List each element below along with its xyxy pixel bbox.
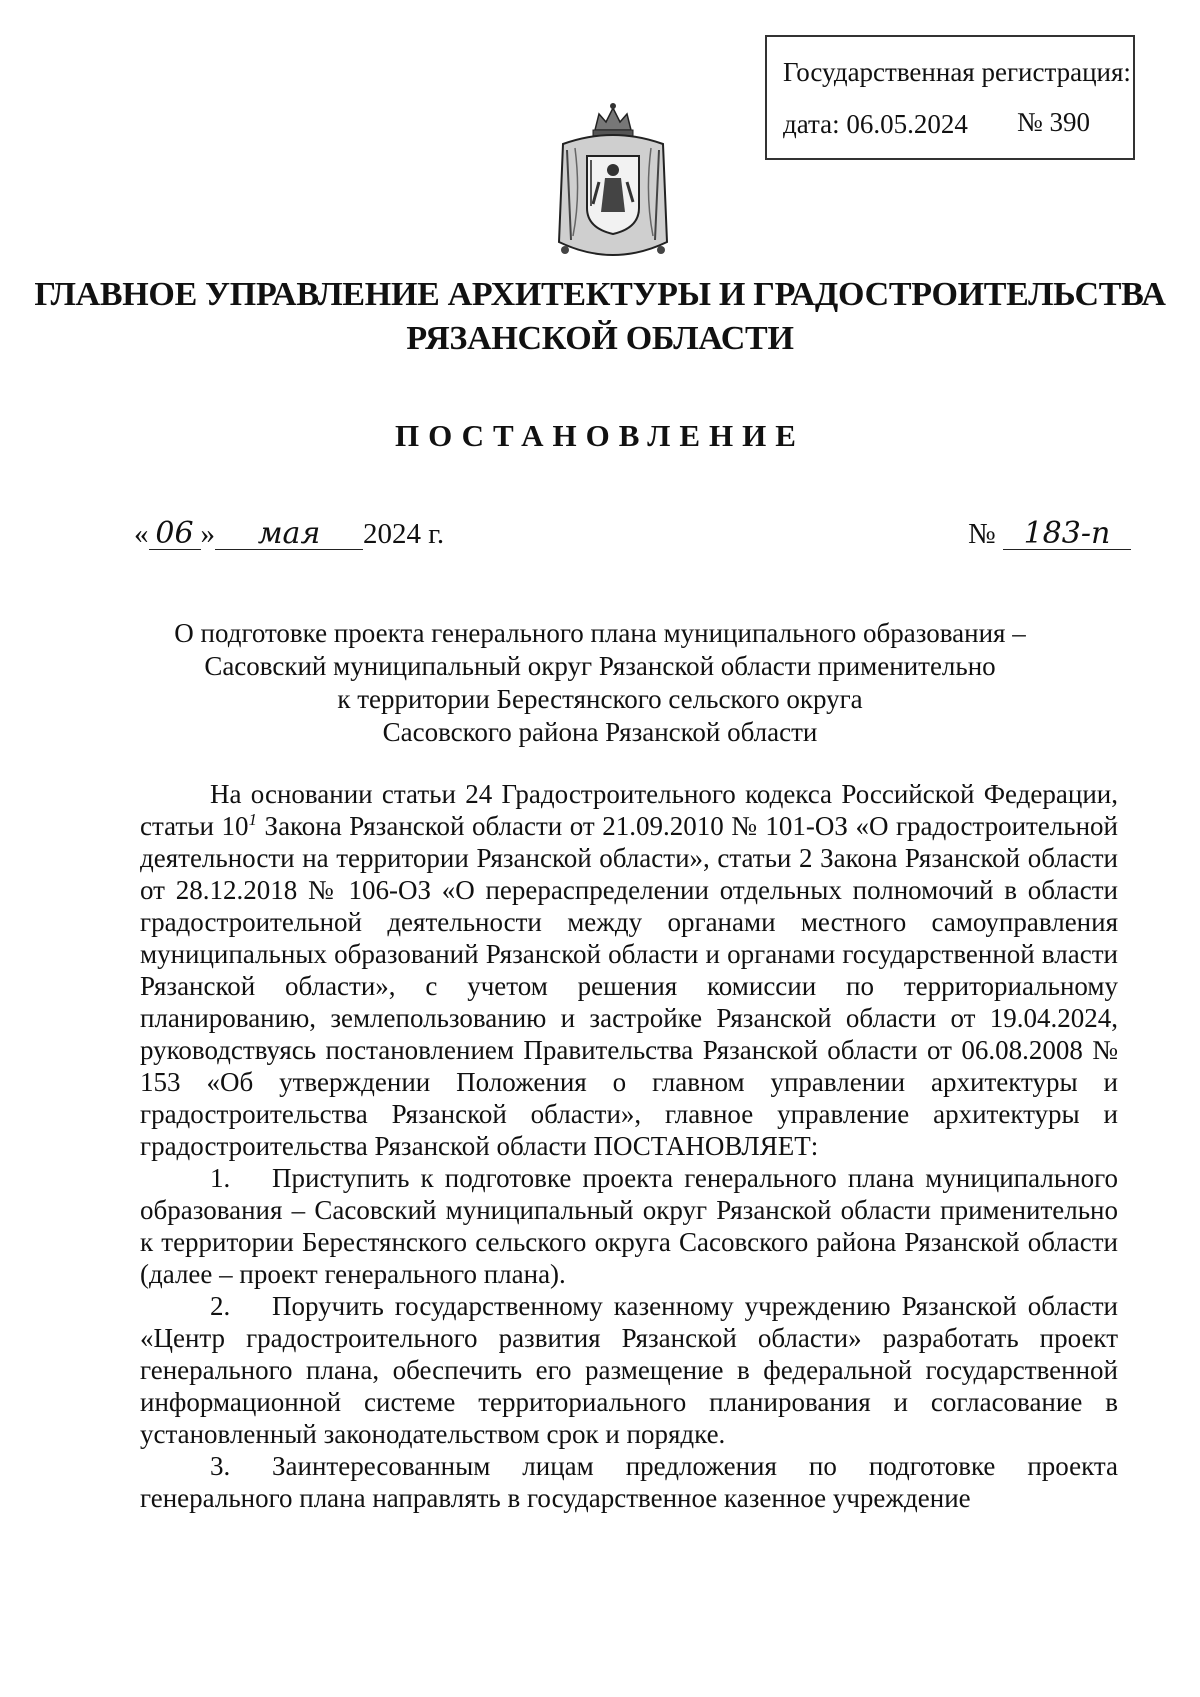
item-text: Приступить к подготовке проекта генерального плана муниципального образования – Сасовский муниципальный округ Рязанской области применительно к территории Берестянского сельского округа Сасовского района Рязанской области (далее – проект генерального плана).	[140, 1163, 1118, 1289]
registration-number: № 390	[1017, 107, 1091, 137]
preamble-superscript: 1	[248, 810, 257, 829]
subject-line4: Сасовского района Рязанской области	[382, 717, 818, 747]
preamble-part1: На основании статьи 24 Градостроительного кодекса Российской Федерации, статьи 10	[140, 779, 1118, 841]
preamble-part2: Закона Рязанской области от 21.09.2010 № 101-ОЗ «О градостроительной деятельности на территории Рязанской области», статьи 2 Закона Рязанской области от 28.12.2018 № 106-ОЗ «О перераспределении отдельных полномочий в области градостроительной деятельности между органами местного самоуправления муниципальных образований Рязанской области и органами государственной власти Рязанской области», с учетом решения комиссии по территориальному планированию, землепользованию и застройке Рязанской области от 19.04.2024, руководствуясь постановлением Правительства Рязанской области от 06.08.2008 № 153 «Об утверждении Положения о главном управлении архитектуры и градостроительства Рязанской области», главное управление архитектуры и градостроительства Рязанской области ПОСТАНОВЛЯЕТ:	[140, 811, 1118, 1161]
date-year: 2024 г.	[363, 518, 445, 550]
list-item	[140, 1162, 1118, 1290]
item-number: 1.	[210, 1163, 231, 1193]
document-number	[968, 518, 1131, 551]
document-type: ПОСТАНОВЛЕНИЕ	[395, 418, 805, 453]
organization-title-line2: РЯЗАНСКОЙ ОБЛАСТИ	[406, 320, 794, 357]
date-day: 06	[149, 519, 201, 550]
document-body	[140, 778, 1118, 1514]
organization-title-line1: ГЛАВНОЕ УПРАВЛЕНИЕ АРХИТЕКТУРЫ И ГРАДОСТРОИТЕЛЬСТВА	[34, 276, 1166, 313]
registration-date: дата: 06.05.2024	[783, 109, 968, 139]
ryazan-coat-of-arms-icon	[553, 100, 673, 270]
subject-line3: к территории Берестянского сельского округа	[337, 684, 863, 714]
item-number: 2.	[210, 1291, 231, 1321]
date-open-quote: «	[134, 518, 149, 550]
subject-line2: Сасовский муниципальный округ Рязанской области применительно	[204, 651, 996, 681]
number-prefix: №	[968, 518, 996, 550]
preamble-paragraph	[140, 778, 1118, 1162]
document-subject	[120, 617, 1080, 749]
item-text: Заинтересованным лицам предложения по подготовке проекта генерального плана направлять в государственное казенное учреждение	[140, 1451, 1118, 1513]
list-item	[140, 1450, 1118, 1514]
registration-stamp	[765, 35, 1135, 160]
document-date	[134, 518, 444, 551]
date-close-quote: »	[200, 518, 215, 550]
list-item	[140, 1290, 1118, 1450]
date-month: мая	[215, 519, 363, 550]
number-value: 183-п	[1003, 519, 1131, 550]
subject-line1: О подготовке проекта генерального плана муниципального образования –	[174, 618, 1026, 648]
registration-title: Государственная регистрация:	[783, 57, 1131, 87]
organization-title	[0, 273, 1200, 361]
item-text: Поручить государственному казенному учреждению Рязанской области «Центр градостроительного развития Рязанской области» разработать проект генерального плана, обеспечить его размещение в федеральной государственной информационной системе территориального планирования и согласование в установленный законодательством срок и порядке.	[140, 1291, 1118, 1449]
item-number: 3.	[210, 1451, 231, 1481]
